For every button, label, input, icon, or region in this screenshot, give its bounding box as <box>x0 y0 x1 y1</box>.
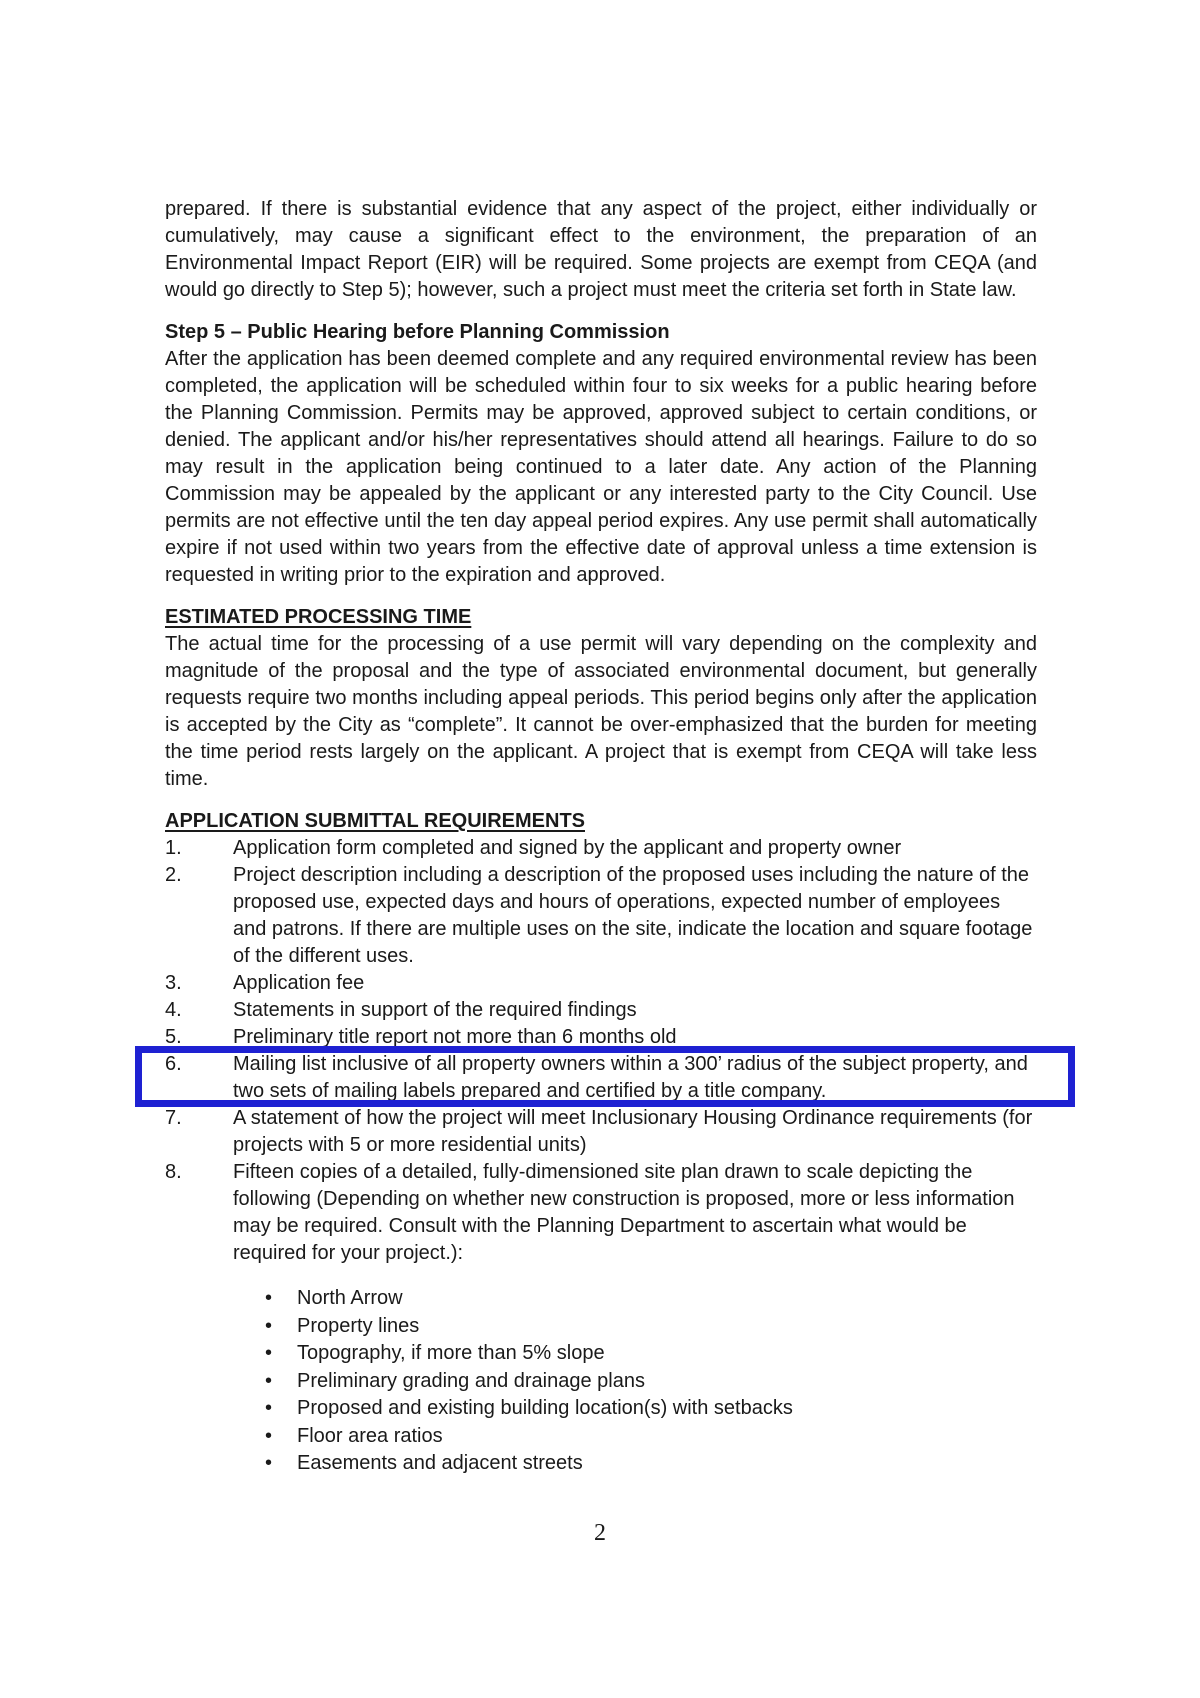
processing-time-body: The actual time for the processing of a use permit will vary depending on the complexity and magnitude of the proposal and the type of associated environmental document, but generally requests require two months including appeal periods. This period begins only after the application is accepted by the City as “complete”. It cannot be over-emphasized that the burden for meeting the time period rests largely on the applicant. A project that is exempt from CEQA will take less time. <box>165 633 1037 790</box>
requirement-item <box>165 835 1037 862</box>
requirement-item <box>165 970 1037 997</box>
requirement-text: Project description including a description of the proposed uses including the nature of the proposed use, expected days and hours of operations, expected number of employees and patrons. If there are multiple uses on the site, indicate the location and square footage of the different uses. <box>233 864 1033 967</box>
requirement-item <box>165 862 1037 970</box>
requirement-item <box>165 1051 1037 1105</box>
bullet-item <box>265 1395 1037 1423</box>
bullet-item <box>265 1368 1037 1396</box>
requirement-text: Statements in support of the required findings <box>233 999 637 1021</box>
bullet-item <box>265 1450 1037 1478</box>
bullet-text: Property lines <box>297 1314 420 1337</box>
submittal-requirements-heading: APPLICATION SUBMITTAL REQUIREMENTS <box>165 810 585 832</box>
section-submittal-requirements <box>165 808 1037 1478</box>
requirement-text: Application form completed and signed by the applicant and property owner <box>233 837 902 859</box>
step5-body: After the application has been deemed complete and any required environmental review has been completed, the application will be scheduled within four to six weeks for a public hearing before the Planning Commission. Permits may be approved, approved subject to certain conditions, or denied. The applicant and/or his/her representatives should attend all hearings. Failure to do so may result in the application being continued to a later date. Any action of the Planning Commission may be appealed by the applicant or any interested party to the City Council. Use permits are not effective until the ten day appeal period expires. Any use permit shall automatically expire if not used within two years from the effective date of approval unless a time extension is requested in writing prior to the expiration and approved. <box>165 348 1037 586</box>
requirement-item <box>165 1105 1037 1159</box>
step5-heading: Step 5 – Public Hearing before Planning Commission <box>165 321 670 343</box>
requirement-text: Fifteen copies of a detailed, fully-dimensioned site plan drawn to scale depicting the following (Depending on whether new construction is proposed, more or less information may be required. Consult with the Planning Department to ascertain what would be required for your project.): <box>233 1161 1015 1264</box>
bullet-icon <box>265 1450 297 1478</box>
document-content <box>165 196 1037 1478</box>
page-number: 2 <box>594 1520 606 1546</box>
bullet-text: Proposed and existing building location(s) with setbacks <box>297 1397 793 1419</box>
bullet-text: Floor area ratios <box>297 1424 443 1447</box>
requirement-number: 3. <box>165 972 182 994</box>
bullet-item <box>265 1285 1037 1313</box>
section-step5 <box>165 319 1037 589</box>
bullet-icon <box>265 1423 297 1451</box>
bullet-icon <box>265 1395 297 1423</box>
bullet-icon <box>265 1313 297 1341</box>
site-plan-bullet-list <box>265 1285 1037 1478</box>
requirement-number: 2. <box>165 864 182 886</box>
submittal-requirements-list <box>165 835 1037 1267</box>
requirement-text: Application fee <box>233 972 365 994</box>
requirement-item <box>165 1024 1037 1051</box>
requirement-text: Preliminary title report not more than 6 months old <box>233 1026 677 1048</box>
bullet-text: Preliminary grading and drainage plans <box>297 1369 645 1392</box>
bullet-item <box>265 1313 1037 1341</box>
bullet-icon <box>265 1285 297 1313</box>
bullet-item <box>265 1340 1037 1368</box>
bullet-icon <box>265 1340 297 1368</box>
requirement-text: A statement of how the project will meet Inclusionary Housing Ordinance requirements (for projects with 5 or more residential units) <box>233 1107 1033 1156</box>
requirement-item <box>165 997 1037 1024</box>
bullet-text: Topography, if more than 5% slope <box>297 1342 605 1364</box>
requirement-number: 7. <box>165 1107 182 1129</box>
intro-paragraph: prepared. If there is substantial evidence that any aspect of the project, either individually or cumulatively, may cause a significant effect to the environment, the preparation of an Environmental Impact Report (EIR) will be required. Some projects are exempt from CEQA (and would go directly to Step 5); however, such a project must meet the criteria set forth in State law. <box>165 198 1037 301</box>
bullet-icon <box>265 1368 297 1396</box>
requirement-number: 4. <box>165 999 182 1021</box>
requirement-number: 6. <box>165 1053 182 1075</box>
requirement-item <box>165 1159 1037 1267</box>
requirement-text: Mailing list inclusive of all property owners within a 300’ radius of the subject property, and two sets of mailing labels prepared and certified by a title company. <box>233 1053 1028 1102</box>
requirement-number: 8. <box>165 1161 182 1183</box>
bullet-item <box>265 1423 1037 1451</box>
bullet-text: North Arrow <box>297 1287 403 1309</box>
requirement-number: 1. <box>165 837 182 859</box>
processing-time-heading: ESTIMATED PROCESSING TIME <box>165 606 472 628</box>
section-processing-time <box>165 604 1037 793</box>
bullet-text: Easements and adjacent streets <box>297 1452 583 1474</box>
requirement-number: 5. <box>165 1026 182 1048</box>
